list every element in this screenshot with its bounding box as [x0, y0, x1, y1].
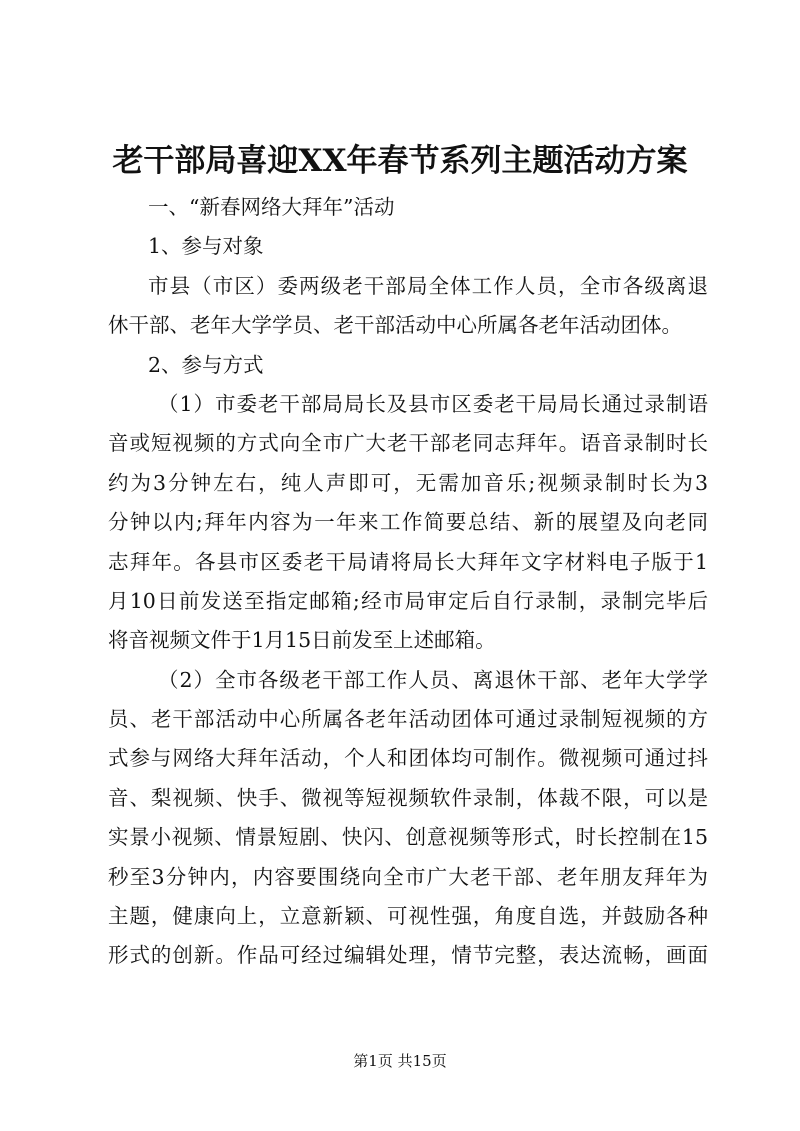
paragraph-line: 音或短视频的方式向全市广大老干部老同志拜年。语音录制时长	[108, 431, 708, 456]
subsection-heading: 1、参与对象	[148, 234, 264, 259]
paragraph-line: （2）全市各级老干部工作人员、离退休干部、老年大学学	[158, 667, 708, 692]
paragraph-line: 员、老干部活动中心所属各老年活动团体可通过录制短视频的方	[108, 707, 708, 732]
paragraph-line: 实景小视频、情景短剧、快闪、创意视频等形式，时长控制在15	[108, 825, 708, 850]
page-number-footer: 第1页 共15页	[353, 1052, 447, 1070]
paragraph-line: （1）市委老干部局局长及县市区委老干局局长通过录制语	[158, 391, 708, 416]
paragraph-line: 约为3分钟左右，纯人声即可，无需加音乐;视频录制时长为3	[108, 470, 708, 495]
paragraph-line: 式参与网络大拜年活动，个人和团体均可制作。微视频可通过抖	[108, 746, 708, 771]
paragraph-line: 月10日前发送至指定邮箱;经市局审定后自行录制，录制完毕后	[108, 588, 708, 613]
paragraph-line: 志拜年。各县市区委老干局请将局长大拜年文字材料电子版于1	[108, 549, 708, 574]
paragraph-line: 音、梨视频、快手、微视等短视频软件录制，体裁不限，可以是	[108, 785, 708, 810]
paragraph-line: 主题，健康向上，立意新颖、可视性强，角度自选，并鼓励各种	[108, 904, 708, 929]
document-title: 老干部局喜迎XX年春节系列主题活动方案	[112, 143, 688, 179]
subsection-heading: 2、参与方式	[148, 352, 264, 377]
section-heading: 一、“新春网络大拜年”活动	[148, 195, 395, 219]
paragraph-line: 休干部、老年大学学员、老干部活动中心所属各老年活动团体。	[108, 313, 682, 338]
paragraph-line: 市县（市区）委两级老干部局全体工作人员，全市各级离退	[148, 273, 708, 298]
document-body	[108, 188, 708, 976]
paragraph-line: 形式的创新。作品可经过编辑处理，情节完整，表达流畅，画面	[108, 943, 708, 968]
paragraph-line: 分钟以内;拜年内容为一年来工作简要总结、新的展望及向老同	[108, 510, 708, 535]
paragraph-line: 秒至3分钟内，内容要围绕向全市广大老干部、老年朋友拜年为	[108, 864, 708, 889]
paragraph-line: 将音视频文件于1月15日前发至上述邮箱。	[108, 628, 496, 653]
